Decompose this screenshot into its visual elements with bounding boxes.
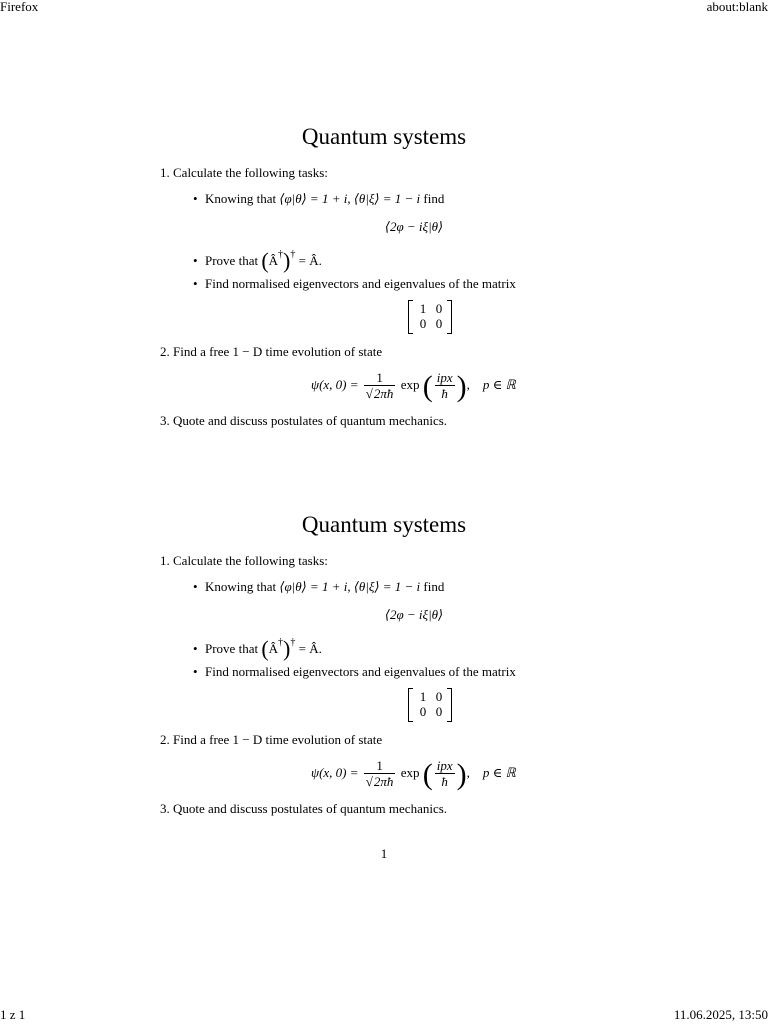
bullet-eigen: • Find normalised eigenvectors and eigenvalues of the matrix — [193, 276, 516, 291]
matrix-cell: 0 — [435, 704, 443, 719]
matrix-left-bracket — [408, 688, 413, 722]
task-1-label: 1. Calculate the following tasks: — [160, 165, 328, 180]
bullet-knowing: • Knowing that ⟨φ|θ⟩ = 1 + i, ⟨θ|ξ⟩ = 1 − i find — [193, 579, 445, 594]
bullet-knowing-prefix: Knowing that — [205, 191, 277, 206]
task-2-label: 2. Find a free 1 − D time evolution of state — [160, 344, 383, 359]
document-title: Quantum systems — [301, 124, 467, 149]
matrix-left-bracket — [408, 300, 413, 334]
bullet-knowing — [193, 191, 444, 207]
braket-equation: ⟨2φ − iξ|θ⟩ — [384, 607, 444, 622]
matrix-right-bracket — [447, 688, 452, 722]
task-2-label: 2. Find a free 1 − D time evolution of state — [160, 732, 383, 747]
matrix-cell: 0 — [435, 301, 443, 316]
task-3-label: 3. Quote and discuss postulates of quantum mechanics. — [160, 801, 448, 816]
bullet-knowing-suffix: find — [423, 191, 445, 206]
matrix-cell: 1 — [419, 301, 427, 316]
task-3-label: 3. Quote and discuss postulates of quantum mechanics. — [160, 413, 448, 428]
print-timestamp: 11.06.2025, 13:50 — [673, 1007, 768, 1022]
bullet-dot: • — [193, 579, 198, 594]
matrix-cell: 0 — [435, 689, 443, 704]
matrix-cell: 0 — [419, 704, 427, 719]
braket-equation: ⟨2φ − iξ|θ⟩ — [384, 219, 444, 234]
matrix — [408, 300, 452, 332]
wavefunction-equation: ψ(x, 0) = $\frac{1}{√2\pi ħ}$ exp ( $\frac{\text{ipx}}{ħ}$ ), p ∈ ℝ — [311, 369, 516, 403]
bullet-dot: • — [193, 664, 198, 679]
bullet-dot: • — [193, 641, 198, 656]
bullet-prove-prefix: Prove that — [205, 253, 259, 268]
bullet-prove: • Prove that (Â†)† = Â. — [193, 636, 322, 661]
bullet-eigen: • Find normalised eigenvectors and eigenvalues of the matrix — [193, 664, 516, 679]
bullet-prove: • Prove that (Â†)† = Â. — [193, 248, 322, 273]
page-count: 1 z 1 — [0, 1007, 26, 1022]
page-number: 1 — [380, 846, 388, 861]
page-url: about:blank — [706, 0, 768, 14]
wavefunction-equation: ψ(x, 0) = $\frac{1}{√2\pi ħ}$ exp ( $\frac{\text{ipx}}{ħ}$ ), p ∈ ℝ — [311, 757, 516, 791]
matrix-cell: 1 — [419, 689, 427, 704]
matrix — [408, 688, 452, 720]
bullet-dot: • — [193, 276, 198, 291]
document-title: Quantum systems — [301, 512, 467, 537]
matrix-cell: 0 — [419, 316, 427, 331]
matrix-right-bracket — [447, 300, 452, 334]
task-1-label: 1. Calculate the following tasks: — [160, 553, 328, 568]
bullet-dot: • — [193, 191, 198, 206]
bullet-knowing-math: ⟨φ|θ⟩ = 1 + i, ⟨θ|ξ⟩ = 1 − i — [279, 191, 421, 206]
bullet-dot: • — [193, 253, 198, 268]
app-name: Firefox — [0, 0, 39, 14]
matrix-cell: 0 — [435, 316, 443, 331]
